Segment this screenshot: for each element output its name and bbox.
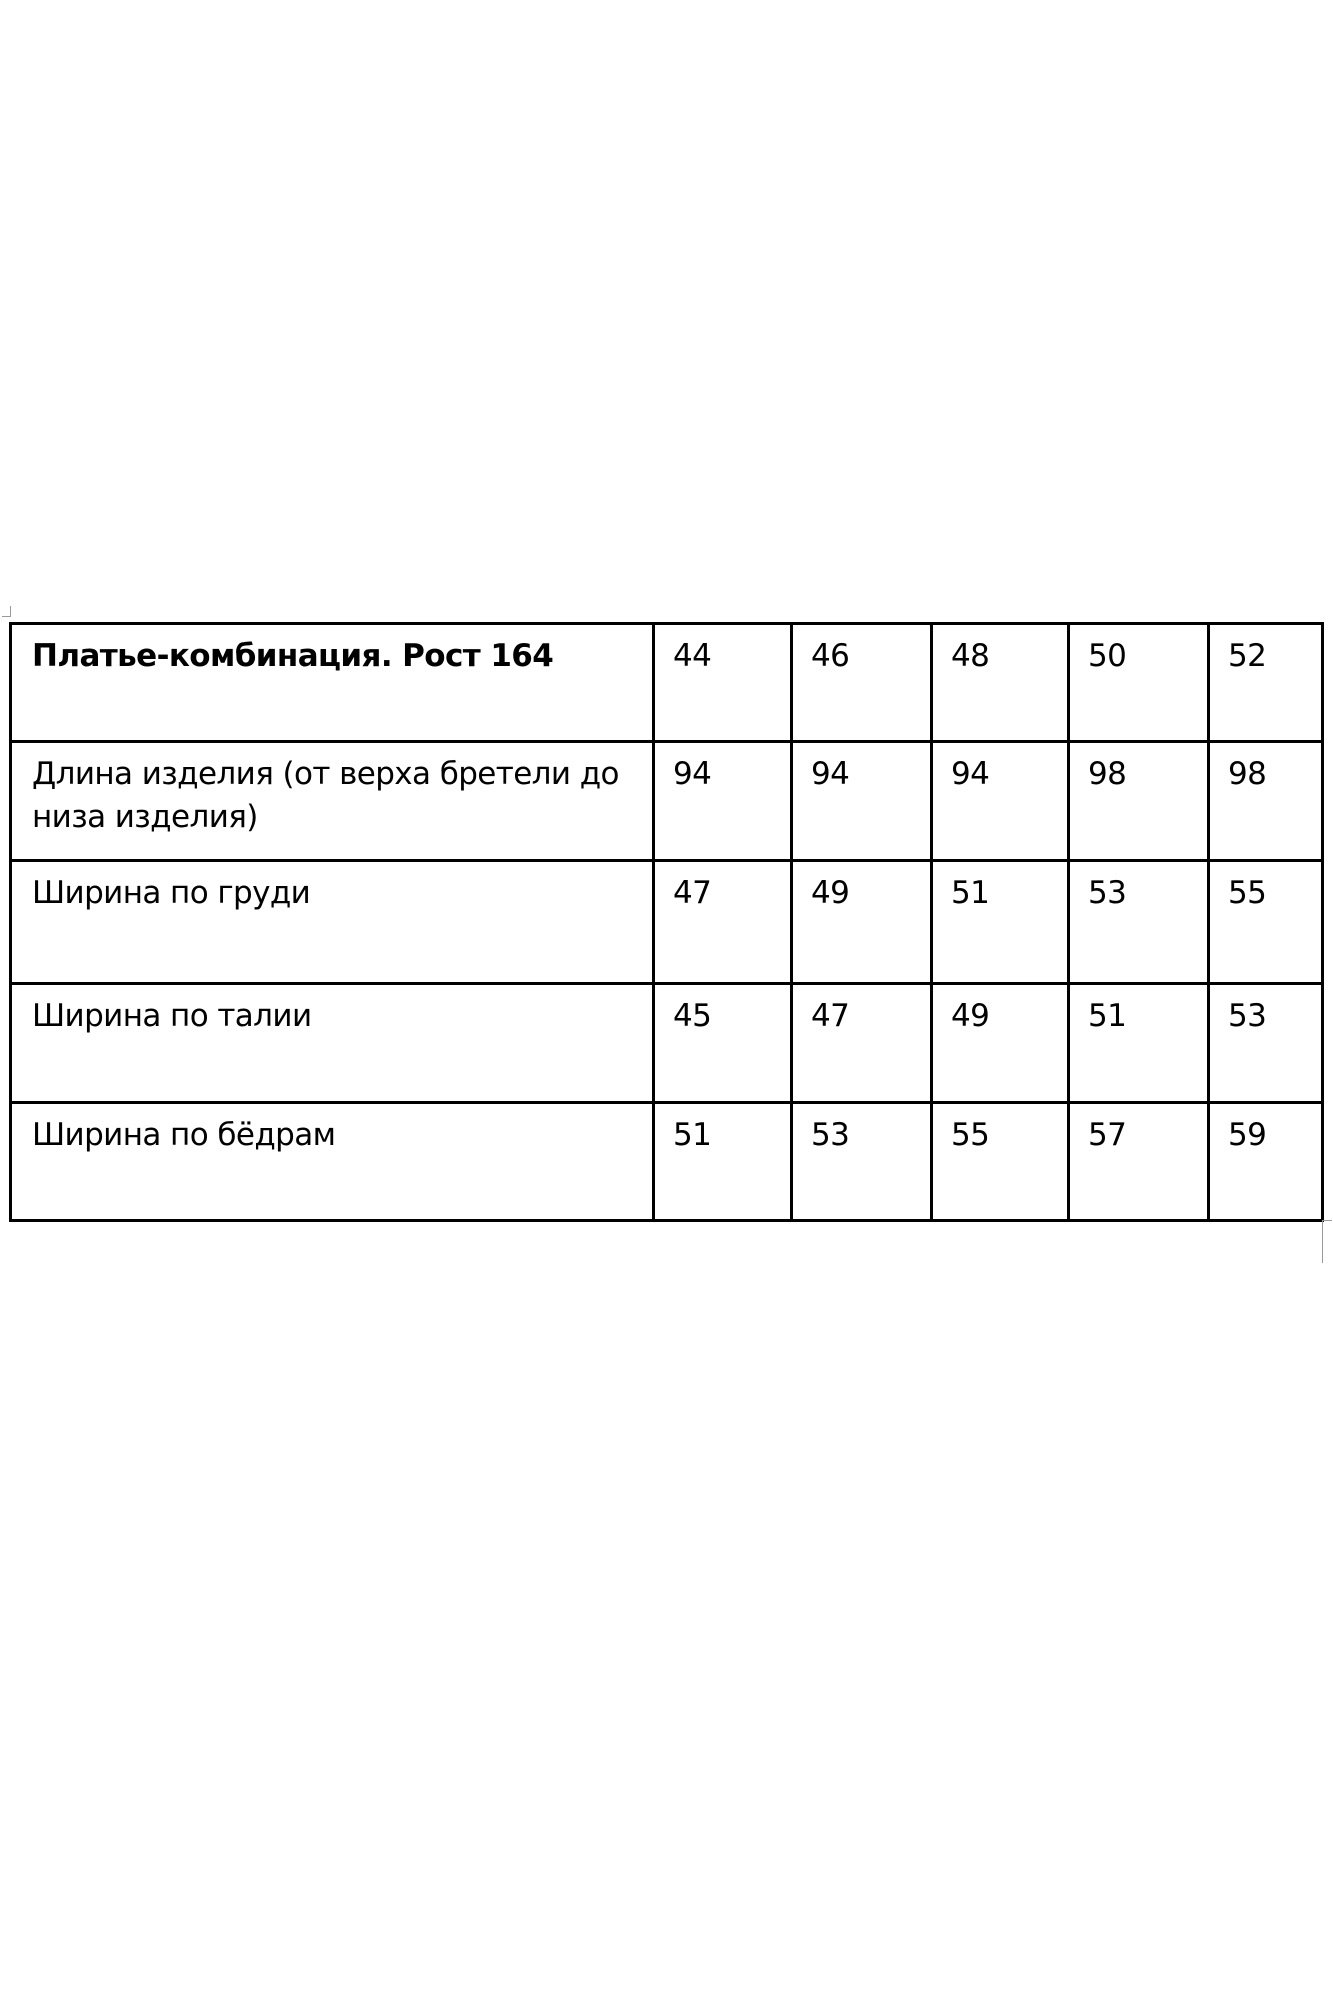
measurement-value-cell: 55 <box>932 1103 1069 1221</box>
measurement-value-cell: 47 <box>792 984 932 1103</box>
measurement-value-cell: 53 <box>792 1103 932 1221</box>
measurement-value-cell: 51 <box>1069 984 1209 1103</box>
measurement-value-cell: 53 <box>1069 861 1209 984</box>
measurement-value-cell: 47 <box>654 861 792 984</box>
size-cell: 50 <box>1069 624 1209 742</box>
measurement-value-cell: 57 <box>1069 1103 1209 1221</box>
measurement-label-cell: Ширина по бёдрам <box>11 1103 654 1221</box>
measurement-value-cell: 51 <box>932 861 1069 984</box>
measurement-value-cell: 59 <box>1209 1103 1323 1221</box>
size-chart-table <box>9 622 1324 1222</box>
measurement-label-cell: Ширина по талии <box>11 984 654 1103</box>
measurement-value-cell: 53 <box>1209 984 1323 1103</box>
size-cell: 44 <box>654 624 792 742</box>
measurement-value-cell: 49 <box>792 861 932 984</box>
table-row <box>11 742 1323 861</box>
measurement-value-cell: 49 <box>932 984 1069 1103</box>
table-row <box>11 1103 1323 1221</box>
measurement-value-cell: 55 <box>1209 861 1323 984</box>
size-cell: 46 <box>792 624 932 742</box>
size-cell: 48 <box>932 624 1069 742</box>
measurement-value-cell: 51 <box>654 1103 792 1221</box>
table-anchor-mark-top-left <box>2 606 11 617</box>
measurement-label-cell: Ширина по груди <box>11 861 654 984</box>
measurement-value-cell: 94 <box>654 742 792 861</box>
product-title-cell: Платье-комбинация. Рост 164 <box>11 624 654 742</box>
measurement-value-cell: 98 <box>1069 742 1209 861</box>
measurement-value-cell: 45 <box>654 984 792 1103</box>
table-resize-handle-mark <box>1322 1220 1332 1263</box>
size-cell: 52 <box>1209 624 1323 742</box>
table-row <box>11 984 1323 1103</box>
measurement-value-cell: 98 <box>1209 742 1323 861</box>
measurement-label-cell: Длина изделия (от верха бретели до низа изделия) <box>11 742 654 861</box>
table-row <box>11 861 1323 984</box>
table-header-row <box>11 624 1323 742</box>
measurement-value-cell: 94 <box>932 742 1069 861</box>
measurement-value-cell: 94 <box>792 742 932 861</box>
